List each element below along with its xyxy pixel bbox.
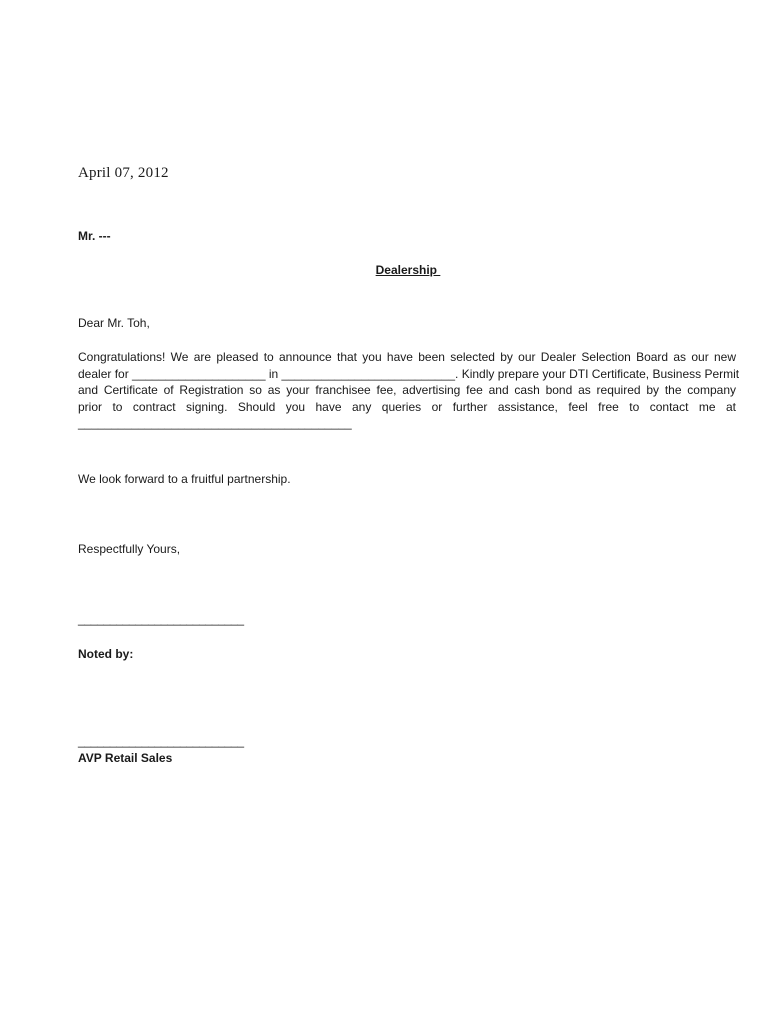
signatory-title: AVP Retail Sales <box>78 751 173 765</box>
letter-body <box>78 349 740 432</box>
recipient-name: Mr. --- <box>78 229 111 243</box>
closing-line: We look forward to a fruitful partnership. <box>78 472 291 486</box>
body-line: _________________________________________ <box>78 416 352 430</box>
signature-line-approver: __________________________ <box>78 734 244 748</box>
signature-line-sender: __________________________ <box>78 612 244 626</box>
letter-subject: Dealership <box>375 263 441 277</box>
body-line: Congratulations! We are pleased to announce that you have been selected by our Dealer Selection Board as our new <box>78 350 736 364</box>
complimentary-close: Respectfully Yours, <box>78 542 181 556</box>
salutation: Dear Mr. Toh, <box>78 316 150 330</box>
letter-date: April 07, 2012 <box>78 165 169 181</box>
body-line: prior to contract signing. Should you have any queries or further assistance, feel free to contact me at <box>78 399 736 414</box>
body-line: and Certificate of Registration so as your franchisee fee, advertising fee and cash bond as required by the company <box>78 383 736 397</box>
body-line: dealer for ____________________ in __________________________. Kindly prepare your DTI Certificate, Business Permit <box>78 366 740 381</box>
noted-by-label: Noted by: <box>78 647 134 661</box>
